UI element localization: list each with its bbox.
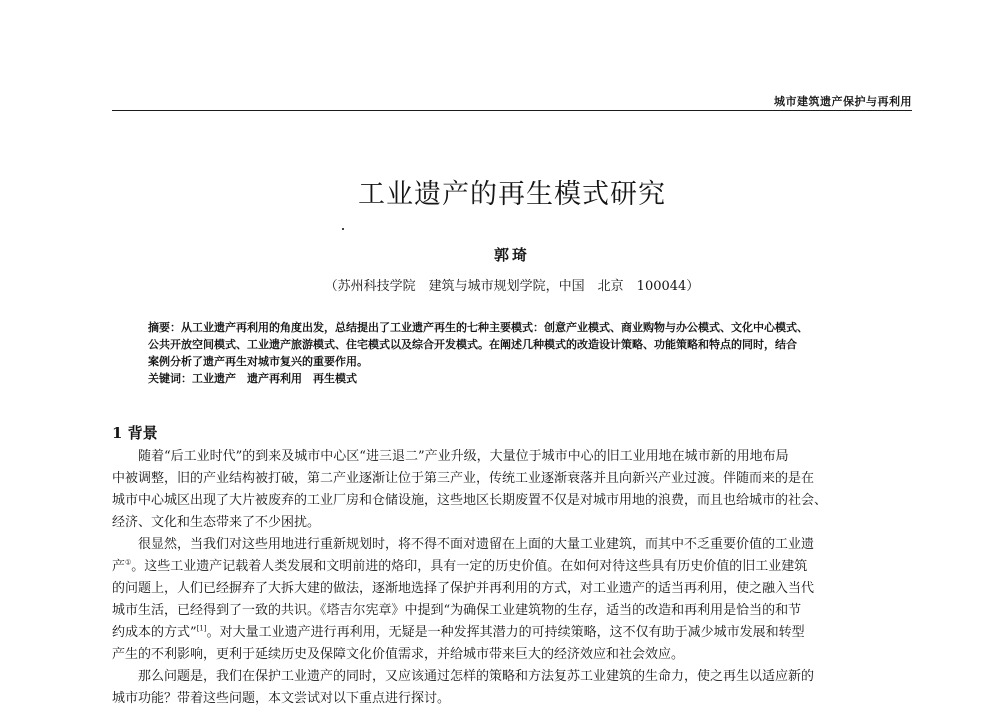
body-text — [112, 446, 912, 710]
abstract-label: 摘要： — [148, 321, 181, 334]
citation-marker: [1] — [196, 624, 207, 633]
author-name: 郭琦 — [493, 246, 530, 264]
body-line: 那么问题是，我们在保护工业遗产的同时，又应该通过怎样的策略和方法复苏工业建筑的生命力，使之再生以适应新的 — [138, 669, 815, 684]
running-head: 城市建筑遗产保护与再利用 — [774, 95, 912, 108]
body-line: 经济、文化和生态带来了不少困扰。 — [112, 515, 321, 530]
body-line: 城市功能？带着这些问题，本文尝试对以下重点进行探讨。 — [112, 691, 451, 706]
body-line: 的问题上，人们已经摒弃了大拆大建的做法，逐渐地选择了保护并再利用的方式，对工业遗产的适当再利用，使之融入当代 — [112, 581, 815, 596]
body-line: 产①。这些工业遗产记载着人类发展和文明前进的烙印，具有一定的历史价值。在如何对待这些具有历史价值的旧工业建筑 — [112, 558, 808, 574]
affiliation: （苏州科技学院 建筑与城市规划学院，中国 北京 100044） — [324, 279, 700, 294]
header-rule — [112, 110, 912, 111]
body-line: 约成本的方式”[1]。对大量工业遗产进行再利用，无疑是一种发挥其潜力的可持续策略，这不仅有助于减少城市发展和转型 — [112, 624, 805, 640]
abstract-line: 案例分析了遗产再生对城市复兴的重要作用。 — [148, 355, 368, 368]
keywords-text: 工业遗产 遗产再利用 再生模式 — [192, 372, 357, 385]
keywords-label: 关键词： — [148, 372, 192, 385]
body-line: 很显然，当我们对这些用地进行重新规划时，将不得不面对遗留在上面的大量工业建筑，而其中不乏重要价值的工业遗 — [138, 537, 815, 552]
body-line: 城市中心城区出现了大片被废弃的工业厂房和仓储设施，这些地区长期废置不仅是对城市用地的浪费，而且也给城市的社会、 — [112, 493, 828, 508]
body-line: 产生的不利影响，更利于延续历史及保障文化价值需求，并给城市带来巨大的经济效应和社会效应。 — [112, 647, 685, 662]
footnote-marker: ① — [125, 558, 132, 567]
abstract-line: 摘要：从工业遗产再利用的角度出发，总结提出了工业遗产再生的七种主要模式：创意产业模式、商业购物与办公模式、文化中心模式、 — [148, 321, 808, 334]
body-line: 中被调整，旧的产业结构被打破，第二产业逐渐让位于第三产业，传统工业逐渐衰落并且向新兴产业过渡。伴随而来的是在 — [112, 471, 815, 486]
abstract-block — [148, 319, 888, 387]
paper-title: 工业遗产的再生模式研究 — [358, 179, 666, 210]
scan-speck — [342, 228, 344, 230]
abstract-line: 公共开放空间模式、工业遗产旅游模式、住宅模式以及综合开发模式。在阐述几种模式的改造设计策略、功能策略和特点的同时，结合 — [148, 338, 797, 351]
body-line: 城市生活，已经得到了一致的共识。《塔吉尔宪章》中提到“为确保工业建筑物的生存，适当的改造和再利用是恰当的和节 — [112, 603, 802, 618]
section-heading: 1 背景 — [112, 424, 158, 442]
body-line: 随着“后工业时代”的到来及城市中心区“进三退二”产业升级，大量位于城市中心的旧工业用地在城市新的用地布局 — [138, 449, 789, 464]
keywords-line — [148, 370, 888, 387]
